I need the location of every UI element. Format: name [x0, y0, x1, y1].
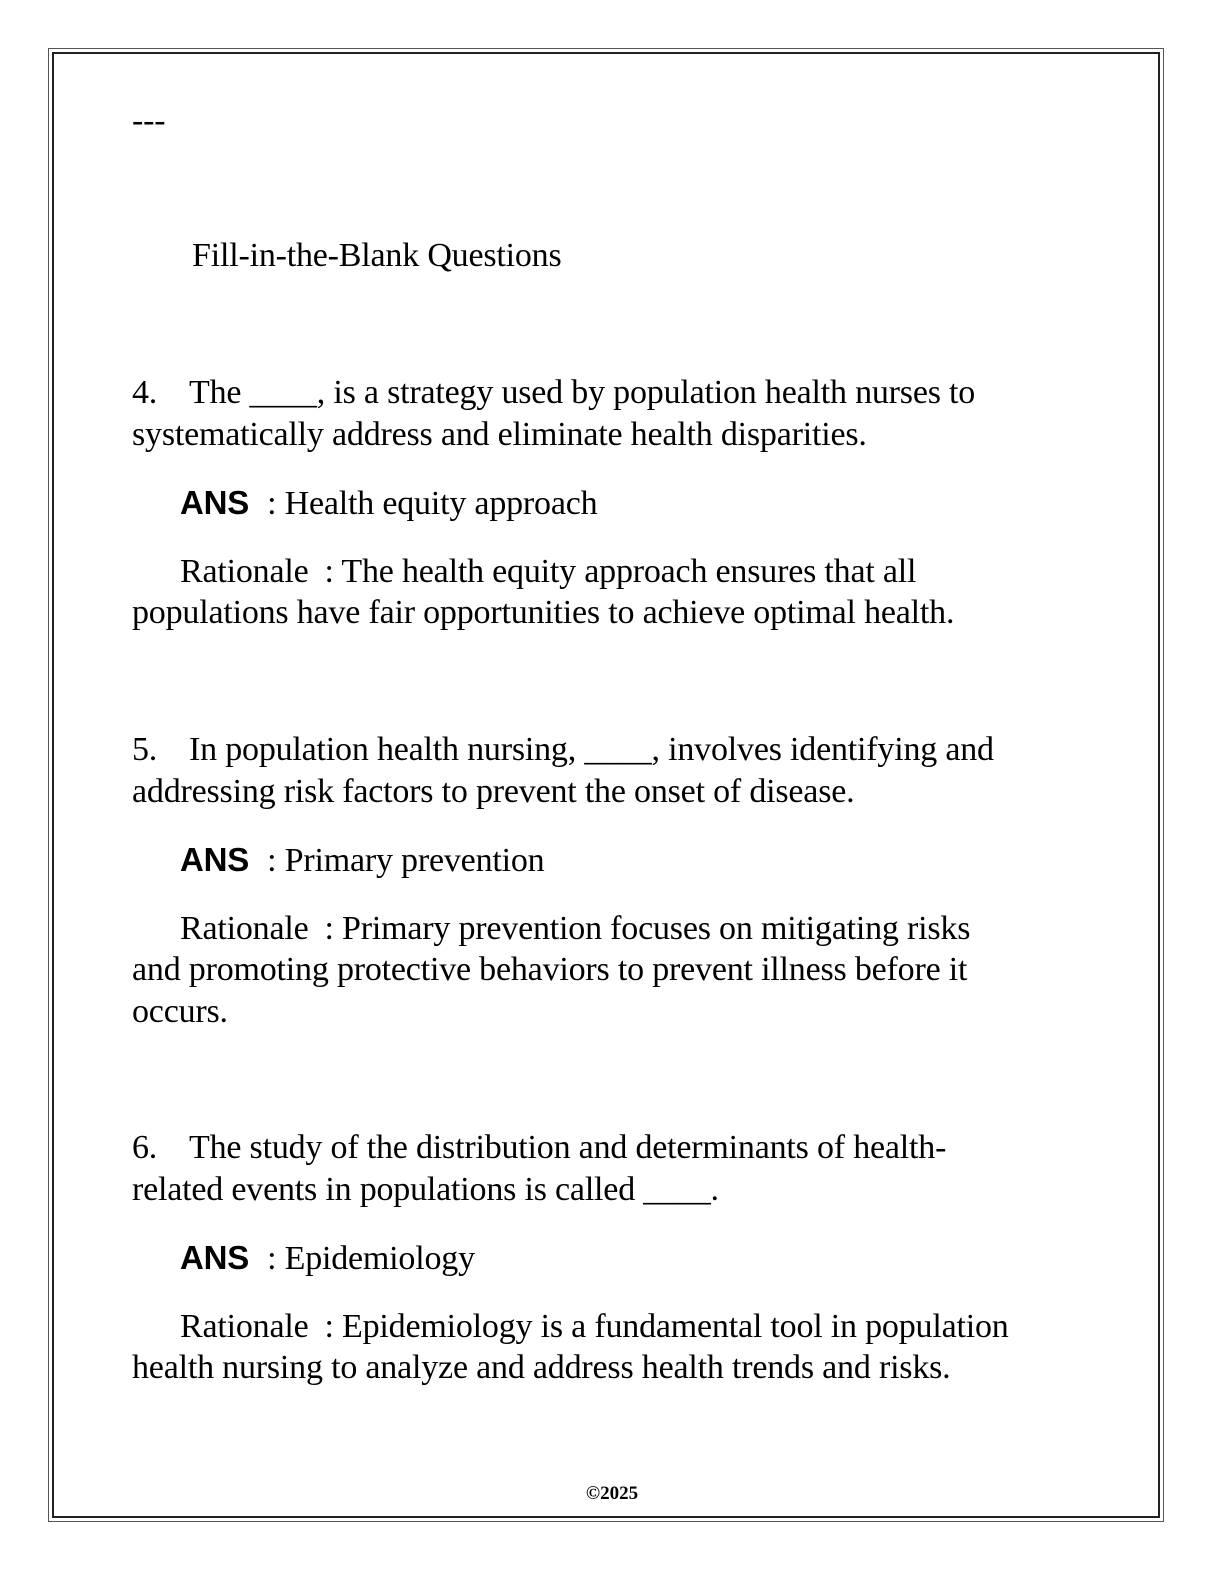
rationale-4-line-2: populations have fair opportunities to achieve optimal health. [132, 594, 955, 631]
rationale-6-line-2: health nursing to analyze and address health trends and risks. [132, 1349, 951, 1386]
answer-label: ANS [180, 484, 250, 521]
question-6-line-2: related events in populations is called ____. [132, 1171, 719, 1208]
copyright-footer: ©2025 [585, 1483, 639, 1504]
question-5-line-2: addressing risk factors to prevent the onset of disease. [132, 773, 855, 810]
answer-5 [180, 839, 544, 882]
question-4-line-1 [132, 372, 975, 414]
question-number: 4. [132, 374, 158, 411]
question-text: The study of the distribution and determinants of health- [189, 1129, 947, 1166]
separator: --- [132, 102, 166, 139]
question-6-line-1 [132, 1127, 946, 1169]
rationale-5-line-2: and promoting protective behaviors to prevent illness before it [132, 951, 968, 988]
rationale-label: Rationale [180, 1308, 309, 1345]
rationale-label: Rationale [180, 910, 309, 947]
rationale-text: : Epidemiology is a fundamental tool in population [324, 1308, 1009, 1345]
rationale-text: : Primary prevention focuses on mitigating risks [324, 910, 971, 947]
question-text: The ____, is a strategy used by population health nurses to [189, 374, 976, 411]
rationale-4-line-1 [180, 551, 916, 593]
answer-label: ANS [180, 1239, 250, 1276]
rationale-6-line-1 [180, 1306, 1009, 1348]
answer-text: : Health equity approach [267, 485, 598, 522]
answer-text: : Primary prevention [267, 842, 545, 879]
question-5-line-1 [132, 729, 994, 771]
answer-6 [180, 1237, 475, 1280]
section-title: Fill-in-the-Blank Questions [192, 237, 562, 274]
answer-text: : Epidemiology [267, 1240, 475, 1277]
rationale-5-line-3: occurs. [132, 993, 228, 1030]
rationale-5-line-1 [180, 908, 970, 950]
question-4-line-2: systematically address and eliminate health disparities. [132, 416, 867, 453]
question-number: 6. [132, 1129, 158, 1166]
question-text: In population health nursing, ____, involves identifying and [189, 731, 994, 768]
rationale-label: Rationale [180, 553, 309, 590]
rationale-text: : The health equity approach ensures that all [324, 553, 917, 590]
question-number: 5. [132, 731, 158, 768]
answer-4 [180, 482, 597, 525]
answer-label: ANS [180, 841, 250, 878]
